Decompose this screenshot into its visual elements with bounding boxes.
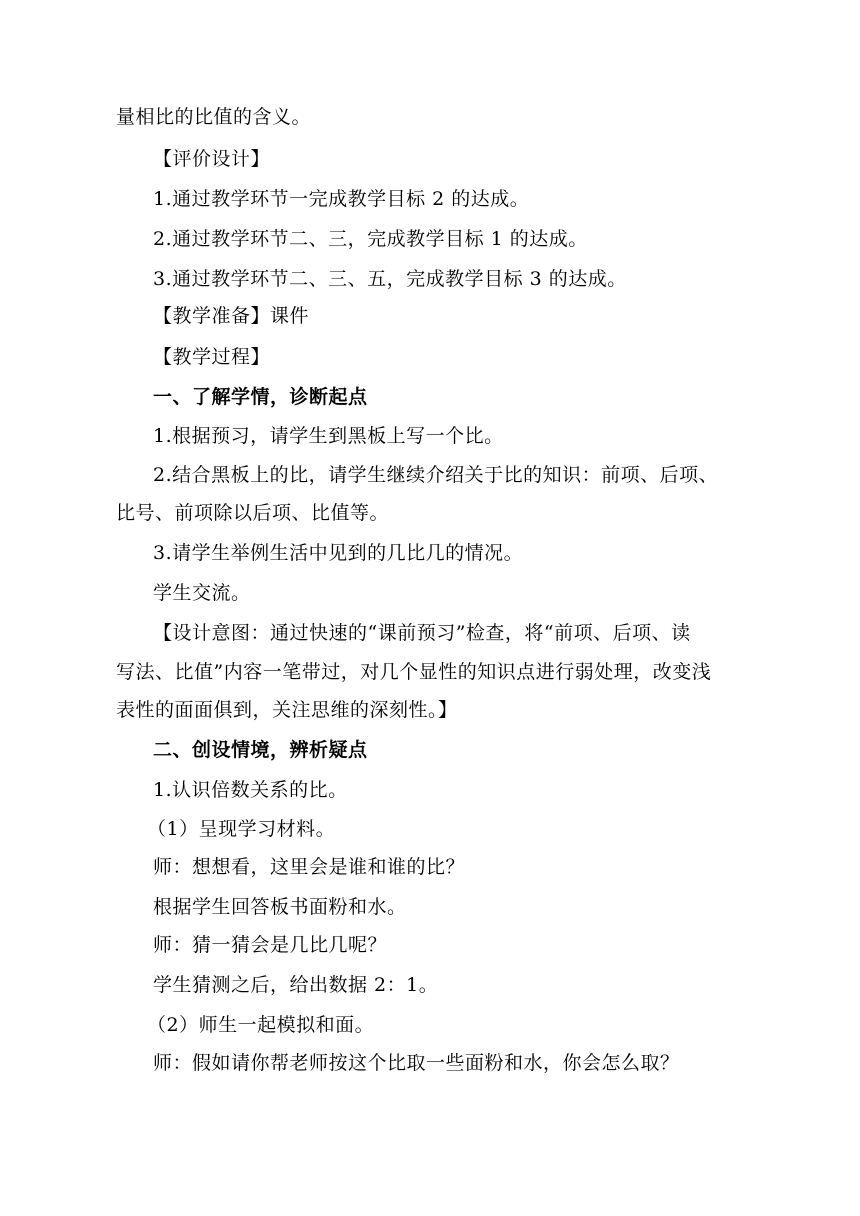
text-line-teacher-q3: 师：假如请你帮老师按这个比取一些面粉和水，你会怎么取？ [153,1052,680,1074]
text-line-board-writing: 根据学生回答板书面粉和水。 [153,896,407,918]
text-line-student-guess: 学生猜测之后，给出数据 2：1。 [153,974,439,996]
text-line-sub-1: （1）呈现学习材料。 [147,818,336,840]
text-line-step-1: 1.根据预习，请学生到黑板上写一个比。 [153,425,504,447]
text-line-multiple-ratio: 1.认识倍数关系的比。 [153,779,348,801]
text-line-meaning: 量相比的比值的含义。 [116,106,312,128]
text-line-teacher-q2: 师：猜一猜会是几比几呢？ [153,934,388,956]
text-line-design-intent-1: 【设计意图：通过快速的“课前预习”检查，将“前项、后项、读 [153,622,691,644]
text-line-teacher-q1: 师：想想看，这里会是谁和谁的比？ [153,856,466,878]
heading-teaching-preparation: 【教学准备】课件 [153,305,310,327]
text-line-eval-2: 2.通过教学环节二、三，完成教学目标 1 的达成。 [153,228,588,250]
text-line-step-3: 3.请学生举例生活中见到的几比几的情况。 [153,542,524,564]
heading-teaching-process: 【教学过程】 [153,346,271,368]
text-line-sub-2: （2）师生一起模拟和面。 [147,1014,375,1036]
text-line-step-2-cont: 比号、前项除以后项、比值等。 [116,502,390,524]
text-line-step-2: 2.结合黑板上的比，请学生继续介绍关于比的知识：前项、后项、 [153,464,719,486]
heading-evaluation-design: 【评价设计】 [153,148,271,170]
text-line-eval-3: 3.通过教学环节二、三、五，完成教学目标 3 的达成。 [153,268,627,290]
text-line-design-intent-2: 写法、比值”内容一笔带过，对几个显性的知识点进行弱处理，改变浅 [116,661,712,683]
text-line-eval-1: 1.通过教学环节一完成教学目标 2 的达成。 [153,188,530,210]
text-line-design-intent-3: 表性的面面俱到，关注思维的深刻性。】 [116,699,458,721]
section-heading-1: 一、了解学情，诊断起点 [153,386,368,408]
section-heading-2: 二、创设情境，辨析疑点 [153,739,368,761]
text-line-student-exchange: 学生交流。 [153,582,251,604]
